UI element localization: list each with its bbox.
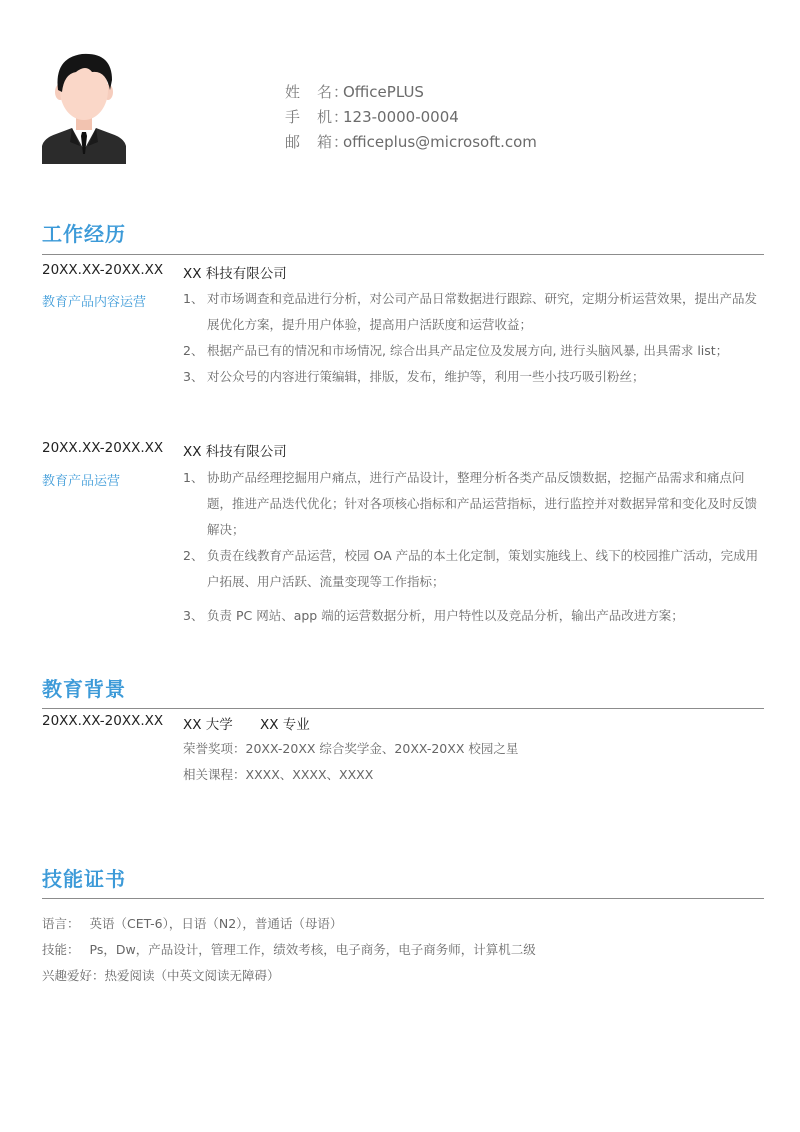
duty-text: 对市场调查和竞品进行分析，对公司产品日常数据进行跟踪、研究，定期分析运营效果，提出产品发展优化方案，提升用户体验，提高用户活跃度和运营收益； [207, 291, 758, 332]
name-row [285, 80, 537, 105]
name-label: 姓 名： [285, 83, 350, 101]
phone-label: 手 机： [285, 108, 350, 126]
phone-value: 123-0000-0004 [343, 108, 459, 126]
duty-text: 负责在线教育产品运营，校园 OA 产品的本土化定制，策划实施线上、线下的校园推广活动，完成用户拓展、用户活跃、流量变现等工作指标； [207, 548, 759, 589]
duty-item [183, 364, 763, 390]
edu-school: XX 大学 [183, 717, 233, 733]
duty-number: 3、 [183, 369, 204, 384]
edu-major: XX 专业 [260, 717, 310, 733]
section-divider [42, 254, 764, 255]
job-duties [183, 286, 763, 390]
duty-number: 1、 [183, 470, 204, 485]
edu-details [183, 736, 518, 788]
edu-courses: 相关课程：XXXX、XXXX、XXXX [183, 767, 374, 782]
skill-hobby [42, 963, 536, 989]
contact-info [285, 80, 537, 155]
phone-row [285, 105, 537, 130]
skill-value: 英语（CET-6），日语（N2），普通话（母语） [89, 916, 343, 931]
section-title-education: 教育背景 [42, 677, 126, 701]
job-role: 教育产品运营 [42, 474, 121, 489]
section-title-skills: 技能证书 [42, 867, 126, 891]
duty-item [183, 338, 763, 364]
email-label: 邮 箱： [285, 133, 350, 151]
section-divider [42, 898, 764, 899]
duty-item [183, 465, 763, 543]
edu-date: 20XX.XX-20XX.XX [42, 713, 164, 729]
skills-list [42, 911, 536, 989]
duty-item [183, 603, 763, 629]
job-duties [183, 465, 763, 629]
email-value: officeplus@microsoft.com [343, 133, 537, 151]
duty-number: 3、 [183, 608, 204, 623]
duty-number: 2、 [183, 343, 204, 358]
duty-number: 1、 [183, 291, 204, 306]
job-date: 20XX.XX-20XX.XX [42, 262, 164, 278]
edu-honors: 荣誉奖项：20XX-20XX 综合奖学金、20XX-20XX 校园之星 [183, 741, 519, 756]
duty-text: 根据产品已有的情况和市场情况, 综合出具产品定位及发展方向, 进行头脑风暴, 出具需求 list； [207, 343, 729, 358]
skill-value: Ps，Dw，产品设计，管理工作，绩效考核，电子商务，电子商务师，计算机二级 [89, 942, 536, 957]
skill-value: 热爱阅读（中英文阅读无障碍） [104, 968, 280, 983]
skill-language [42, 911, 536, 937]
profile-photo-icon [42, 50, 126, 164]
skill-label: 兴趣爱好： [42, 968, 105, 983]
duty-number: 2、 [183, 548, 204, 563]
duty-item [183, 543, 763, 595]
job-role: 教育产品内容运营 [42, 295, 147, 310]
section-divider [42, 708, 764, 709]
duty-text: 对公众号的内容进行策编辑，排版，发布，维护等，利用一些小技巧吸引粉丝； [207, 369, 645, 384]
name-value: OfficePLUS [343, 83, 424, 101]
duty-item [183, 286, 763, 338]
job-company: XX 科技有限公司 [183, 266, 287, 282]
job-date: 20XX.XX-20XX.XX [42, 440, 164, 456]
skill-label: 语言： [42, 916, 80, 931]
duty-text: 负责 PC 网站、app 端的运营数据分析，用户特性以及竞品分析，输出产品改进方案； [207, 608, 684, 623]
avatar [42, 50, 126, 164]
duty-text: 协助产品经理挖掘用户痛点，进行产品设计，整理分析各类产品反馈数据，挖掘产品需求和痛点问题，推进产品迭代优化；针对各项核心指标和产品运营指标，进行监控并对数据异常和变化及时反馈解决； [207, 470, 758, 537]
email-row [285, 130, 537, 155]
skill-tech [42, 937, 536, 963]
section-title-work: 工作经历 [42, 222, 126, 246]
job-company: XX 科技有限公司 [183, 444, 287, 460]
skill-label: 技能： [42, 942, 80, 957]
